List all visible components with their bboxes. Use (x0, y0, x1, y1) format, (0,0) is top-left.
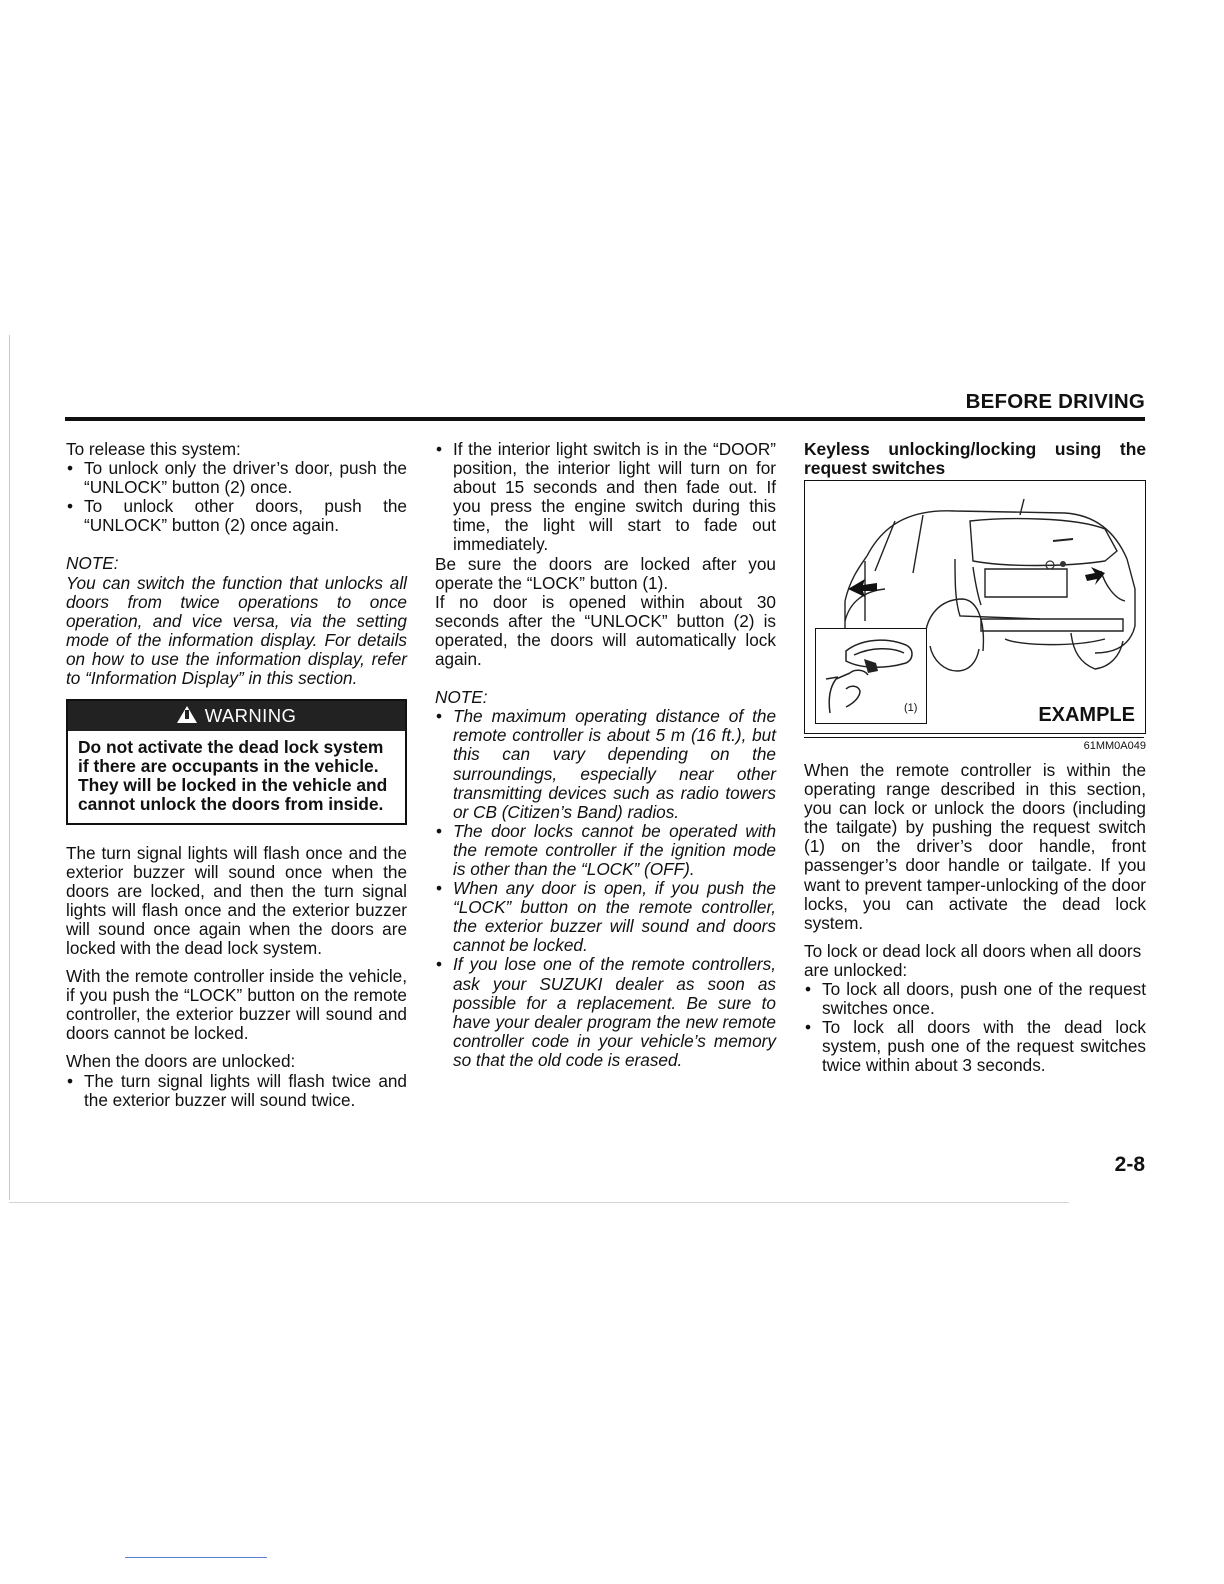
lock-intro: To lock or dead lock all doors when all doors are unlocked: (804, 940, 1142, 980)
bottom-link-line (125, 1557, 267, 1558)
paragraph-turn-signal: The turn signal lights will flash once and the exterior buzzer will sound once when the doors are locked, and then the turn signal lights will flash once and the exterior buzzer will sound once again when the doors are locked with the dead lock system. (66, 842, 407, 958)
list-item: • To unlock other doors, push the “UNLOCK” button (2) once again. (66, 497, 407, 535)
note-label: NOTE: (435, 687, 488, 708)
page-edge-bottom (9, 1202, 1069, 1203)
page-edge-left (9, 335, 10, 1200)
unlocked-list (66, 1072, 407, 1110)
warning-title: WARNING (204, 705, 297, 727)
paragraph-remote-inside: With the remote controller inside the vehicle, if you push the “LOCK” button on the remote controller, the exterior buzzer will sound and doors cannot be locked. (66, 966, 407, 1044)
door-handle-inset (815, 628, 927, 724)
list-item: • To lock all doors with the dead lock system, push one of the request switches twice within about 3 seconds. (804, 1018, 1146, 1075)
note-text: You can switch the function that unlocks all doors from twice operations to once operation, and vice versa, via the setting mode of the information display. For details on how to use the information display, refer to “Information Display” in this section. (66, 572, 407, 689)
column-middle (435, 440, 776, 1070)
warning-text: Do not activate the dead lock system if there are occupants in the vehicle. They will be locked in the vehicle and cannot unlock the doors from inside. (78, 737, 388, 815)
figure-code: 61MM0A049 (1083, 740, 1146, 752)
note-label: NOTE: (66, 553, 119, 574)
list-item: • The maximum operating distance of the remote controller is about 5 m (16 ft.), but this can vary depending on the surroundings, especially near other transmitting devices such as radio towers or CB (Citizen’s Band) radios. (435, 707, 776, 822)
list-item: • To unlock only the driver’s door, push the “UNLOCK” button (2) once. (66, 459, 407, 497)
list-item: • If the interior light switch is in the “DOOR” position, the interior light will turn on for about 15 seconds and then fade out. If you press the engine switch during this time, the light will start to fade out immediately. (435, 440, 776, 555)
column-right (804, 440, 1146, 1076)
list-item: • When any door is open, if you push the “LOCK” button on the remote controller, the exterior buzzer will sound and doors cannot be locked. (435, 879, 776, 955)
keyless-section-title: Keyless unlocking/locking using the request switches (804, 439, 1146, 478)
list-item: • To lock all doors, push one of the request switches once. (804, 980, 1146, 1018)
figure-example-label: EXAMPLE (1038, 703, 1135, 726)
column-left (66, 440, 407, 1110)
callout-number: (1) (904, 702, 918, 714)
list-item: • If you lose one of the remote controllers, ask your SUZUKI dealer as soon as possible for a replacement. Be sure to have your dealer program the new remote controller code in your vehicle’s memory so that the old code is erased. (435, 955, 776, 1070)
lock-list (804, 980, 1146, 1075)
warning-box (66, 699, 407, 824)
interior-light-list (435, 440, 776, 555)
release-intro: To release this system: (66, 439, 241, 459)
unlocked-intro: When the doors are unlocked: (66, 1051, 296, 1072)
page-number: 2-8 (1114, 1153, 1145, 1176)
note-list (435, 707, 776, 1070)
section-title: BEFORE DRIVING (965, 390, 1145, 413)
list-item: • The door locks cannot be operated with the remote controller if the ignition mode is other than the “LOCK” (OFF). (435, 822, 776, 879)
paragraph-auto-lock: If no door is opened within about 30 seconds after the “UNLOCK” button (2) is operated, the doors will automatically lock again. (435, 591, 776, 670)
warning-header (68, 701, 405, 731)
paragraph-locked: Be sure the doors are locked after you operate the “LOCK” button (1). (435, 553, 776, 593)
list-item: • The turn signal lights will flash twice and the exterior buzzer will sound twice. (66, 1072, 407, 1110)
paragraph-range: When the remote controller is within the operating range described in this section, you can lock or unlock the doors (including the tailgate) by pushing the request switch (1) on the driver’s door handle, front passenger’s door handle or tailgate. If you want to prevent tamper-unlocking of the door locks, you can activate the dead lock system. (804, 760, 1146, 933)
warning-triangle-icon (177, 706, 197, 723)
release-list (66, 459, 407, 535)
car-figure (804, 480, 1146, 734)
header-rule (65, 417, 1145, 421)
figure-rule (804, 737, 1144, 738)
